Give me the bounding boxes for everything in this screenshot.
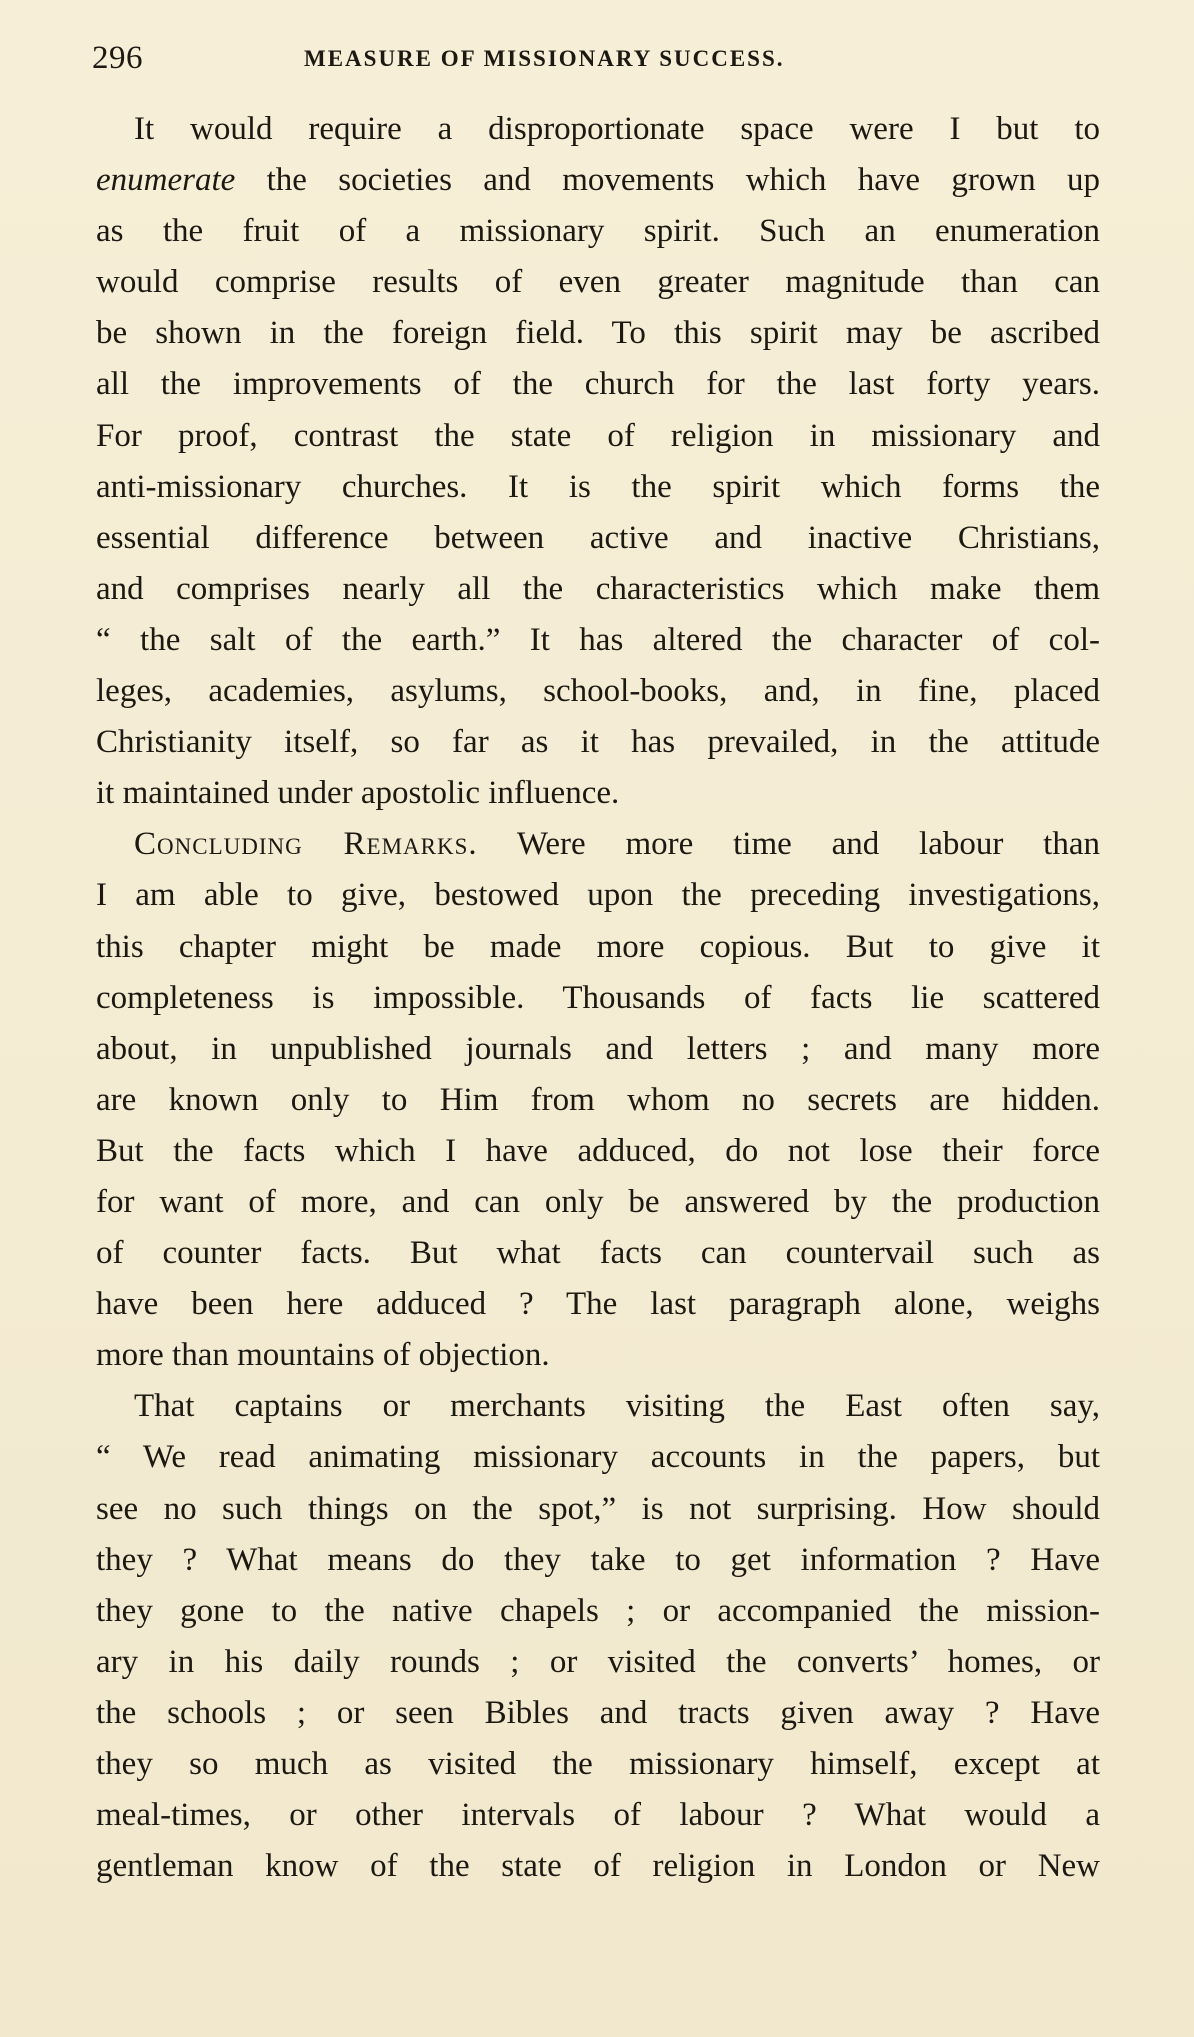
text-line: more than mountains of objection. [96,1337,550,1374]
text-line: But the facts which I have adduced, do not lose their force [96,1132,1100,1169]
text-line: have been here adduced ? The last paragraph alone, weighs [96,1286,1100,1323]
text-line: leges, academies, asylums, school-books, and, in fine, placed [96,673,1100,710]
text-line: see no such things on the spot,” is not surprising. How should [96,1490,1100,1527]
text-line: meal-times, or other intervals of labour ? What would a [96,1797,1100,1834]
text-line: for want of more, and can only be answered by the production [96,1183,1100,1220]
text-line: completeness is impossible. Thousands of facts lie scattered [96,979,1100,1016]
text-line: the schools ; or seen Bibles and tracts given away ? Have [96,1694,1100,1731]
text-line: gentleman know of the state of religion in London or New [96,1848,1100,1885]
text-line-rest: the societies and movements which have grown up [235,162,1100,199]
running-title: MEASURE OF MISSIONARY SUCCESS. [304,46,785,71]
text-line: “ We read animating missionary accounts in the papers, but [96,1439,1100,1476]
text-line: they so much as visited the missionary himself, except at [96,1746,1100,1782]
text-line: Christianity itself, so far as it has prevailed, in the attitude [96,724,1100,761]
text-line: this chapter might be made more copious. But to give it [96,928,1100,965]
text-line: it maintained under apostolic influence. [96,775,620,812]
text-line: That captains or merchants visiting the East often say, [134,1388,1100,1425]
text-line: about, in unpublished journals and letters ; and many more [96,1030,1100,1067]
text-line: all the improvements of the church for the last forty years. [96,366,1100,403]
page-number: 296 [92,40,143,76]
text-line: are known only to Him from whom no secrets are hidden. [96,1081,1100,1118]
text-line: anti-missionary churches. It is the spirit which forms the [96,468,1100,505]
text-line: they ? What means do they take to get information ? Have [96,1541,1100,1578]
italic-word: enumerate [96,162,236,199]
text-line: essential difference between active and inactive Christians, [96,519,1100,556]
body-text [96,104,1100,1892]
text-line [96,155,1100,206]
text-line: It would require a disproportionate space were I but to [134,111,1100,147]
text-line: I am able to give, bestowed upon the preceding investigations, [96,877,1100,914]
text-line: For proof, contrast the state of religion in missionary and [96,417,1100,454]
text-line: be shown in the foreign field. To this spirit may be ascribed [96,315,1100,352]
text-line: ary in his daily rounds ; or visited the converts’ homes, or [96,1643,1100,1680]
text-line-rest: Were more time and labour than [477,826,1100,863]
text-line: “ the salt of the earth.” It has altered the character of col- [96,621,1100,658]
text-line: and comprises nearly all the characteristics which make them [96,570,1100,607]
text-line: would comprise results of even greater magnitude than can [96,264,1100,301]
text-line [96,819,1100,870]
section-heading: Concluding Remarks. [134,826,478,863]
page-header [92,40,1102,80]
text-line: as the fruit of a missionary spirit. Such an enumeration [96,213,1100,250]
text-line: of counter facts. But what facts can countervail such as [96,1235,1100,1272]
text-line: they gone to the native chapels ; or accompanied the mission- [96,1592,1100,1629]
